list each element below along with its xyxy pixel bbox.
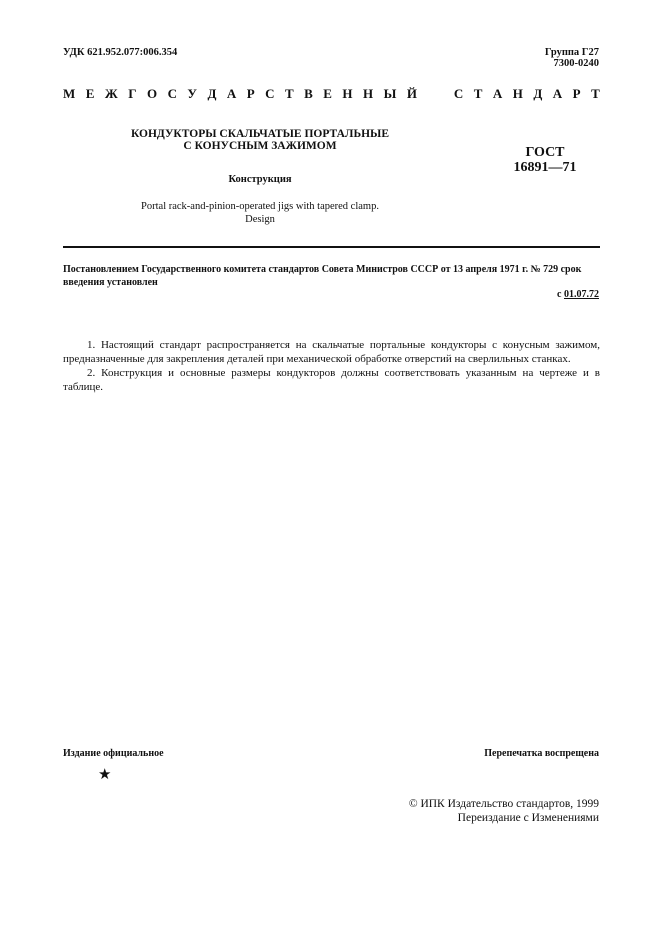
copyright-block	[409, 797, 599, 825]
banner-letter: С	[265, 86, 275, 101]
udk-code: УДК 621.952.077:006.354	[63, 47, 178, 58]
banner-letter: Т	[285, 86, 294, 101]
banner-letter: Е	[323, 86, 332, 101]
banner-letter: С	[167, 86, 177, 101]
banner-letter: В	[304, 86, 313, 101]
paragraph-1: 1. Настоящий стандарт распространяется на скальчатые портальные кондукторы с конусным зажимом, предназначенные для закрепления деталей при механической обработке отверстий на сверлильных станках.	[63, 339, 600, 365]
banner-letter: Й	[406, 86, 417, 101]
banner-letter: Р	[572, 86, 581, 101]
banner-letter: Т	[591, 86, 600, 101]
banner-letter: Д	[207, 86, 217, 101]
paragraph-2: 2. Конструкция и основные размеры кондукторов должны соответствовать указанным на чертеже и в таблице.	[63, 367, 600, 393]
banner-letter: Н	[512, 86, 523, 101]
body-text	[63, 338, 600, 394]
banner-letter: Г	[128, 86, 137, 101]
banner-letter: Ж	[104, 86, 118, 101]
star-icon: ★	[98, 765, 112, 783]
banner-letter: М	[63, 86, 76, 101]
banner-letter: С	[453, 86, 464, 101]
effective-date-value: 01.07.72	[564, 289, 599, 300]
banner-letter: У	[187, 86, 197, 101]
copyright-line-1: © ИПК Издательство стандартов, 1999	[408, 798, 599, 810]
banner-gap	[427, 86, 443, 102]
banner-letter: Т	[473, 86, 483, 101]
title-block	[100, 128, 420, 226]
banner-letter: О	[146, 86, 158, 101]
gost-number: ГОСТ 16891—71	[513, 145, 577, 175]
document-subtitle: Конструкция	[228, 174, 292, 185]
group-line-1: Группа Г27	[544, 47, 599, 58]
banner-letter: А	[492, 86, 503, 101]
official-edition-label: Издание официальное	[63, 748, 164, 759]
banner-letter: Д	[533, 86, 543, 101]
banner-letter: Р	[246, 86, 255, 101]
group-line-2: 7300-0240	[553, 58, 599, 69]
document-title: КОНДУКТОРЫ СКАЛЬЧАТЫЕ ПОРТАЛЬНЫЕ С КОНУСНЫМ ЗАЖИМОМ	[130, 128, 390, 152]
reprint-prohibited-label: Перепечатка воспрещена	[484, 748, 599, 759]
effective-date-prefix: с	[557, 289, 564, 300]
banner-letter: А	[552, 86, 563, 101]
effective-date	[557, 289, 599, 300]
banner-letter: Н	[363, 86, 374, 101]
group-code	[545, 47, 599, 69]
interstate-standard-banner	[63, 86, 600, 102]
english-title: Portal rack-and-pinion-operated jigs with tapered clamp. Design	[141, 201, 379, 225]
banner-letter: Н	[342, 86, 353, 101]
header-divider	[63, 246, 600, 248]
decree-text: Постановлением Государственного комитета стандартов Совета Министров СССР от 13 апреля 1971 г. № 729 срок введения установлен	[63, 264, 582, 288]
copyright-line-2: Переиздание с Изменениями	[457, 812, 599, 824]
banner-letter: А	[226, 86, 237, 101]
banner-letter: Е	[85, 86, 95, 101]
banner-letter: Ы	[383, 86, 397, 101]
